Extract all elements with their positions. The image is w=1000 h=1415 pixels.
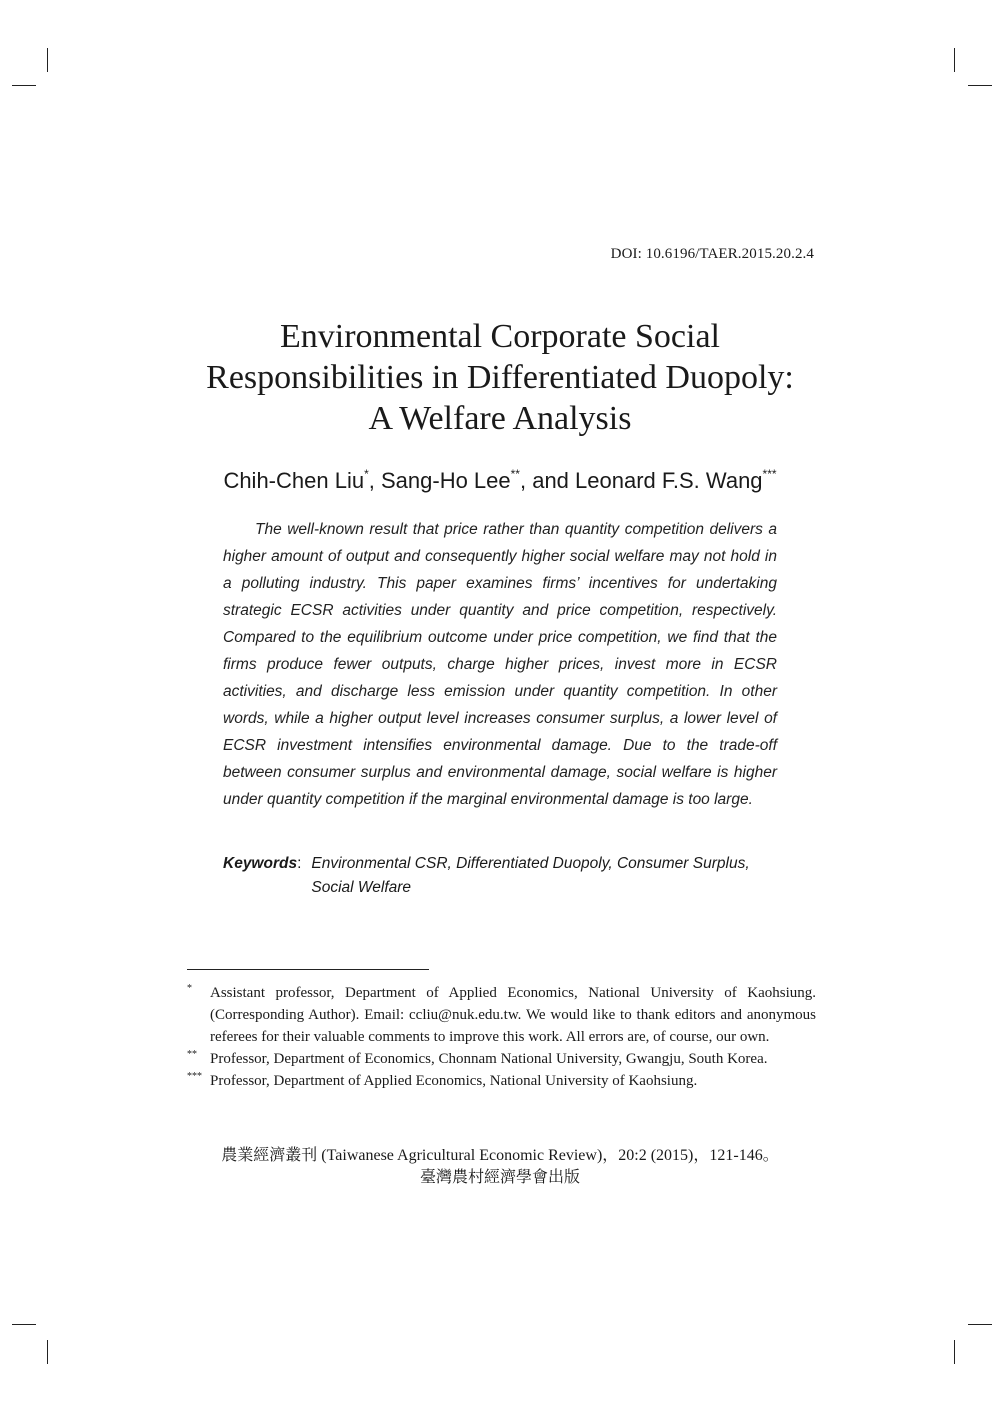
footnote bbox=[187, 1070, 816, 1092]
author-list bbox=[150, 468, 850, 494]
crop-mark-bottom-left-vertical bbox=[47, 1340, 48, 1364]
keywords-separator: : bbox=[297, 855, 302, 872]
author-footnote-mark: * bbox=[364, 466, 369, 481]
footnote-rule bbox=[187, 969, 429, 970]
author-name: Chih-Chen Liu bbox=[223, 468, 365, 493]
crop-mark-bottom-right-horizontal bbox=[968, 1324, 992, 1325]
crop-mark-bottom-left-horizontal bbox=[12, 1324, 36, 1325]
keywords-list: Environmental CSR, Differentiated Duopoly, Consumer Surplus, Social Welfare bbox=[311, 855, 750, 896]
crop-mark-bottom-right-vertical bbox=[954, 1340, 955, 1364]
keywords-label-group bbox=[223, 852, 301, 900]
crop-mark-top-left-horizontal bbox=[12, 85, 36, 86]
footnote-mark: ** bbox=[187, 1049, 197, 1060]
author-footnote-mark: *** bbox=[762, 466, 777, 481]
footnote-text: Professor, Department of Economics, Chonnam National University, Gwangju, South Korea. bbox=[210, 1051, 768, 1067]
paper-title bbox=[150, 316, 850, 439]
doi: DOI: 10.6196/TAER.2015.20.2.4 bbox=[610, 246, 814, 262]
footnote-text: Assistant professor, Department of Applied Economics, National University of Kaohsiung. (Corresponding Author). Email: ccliu@nuk.edu.tw. We would like to thank editors and anonymous referees for their valuable comments to improve this work. All errors are, of course, our own. bbox=[210, 985, 816, 1045]
crop-mark-top-left-vertical bbox=[47, 48, 48, 72]
crop-mark-top-right-horizontal bbox=[968, 85, 992, 86]
author-name: Leonard F.S. Wang bbox=[575, 468, 763, 493]
keywords-label: Keywords bbox=[223, 855, 298, 872]
author-name: Sang-Ho Lee bbox=[380, 468, 511, 493]
keywords bbox=[223, 852, 783, 900]
author-separator: , bbox=[368, 468, 381, 493]
title-line-2: Responsibilities in Differentiated Duopoly: bbox=[206, 359, 794, 396]
abstract: The well-known result that price rather than quantity competition delivers a higher amount of output and consequently higher social welfare may not hold in a polluting industry. This paper examines firms’ incentives for undertaking strategic ECSR activities under quantity and price competition, respectively. Compared to the equilibrium outcome under price competition, we find that the firms produce fewer outputs, charge higher prices, invest more in ECSR activities, and discharge less emission under quantity competition. In other words, while a higher output level increases consumer surplus, a lower level of ECSR investment intensifies environmental damage. Due to the trade-off between consumer surplus and environmental damage, social welfare is higher under quantity competition if the marginal environmental damage is too large. bbox=[223, 521, 777, 808]
title-line-1: Environmental Corporate Social bbox=[280, 318, 720, 355]
footnote bbox=[187, 1048, 816, 1070]
journal-publisher: 臺灣農村經濟學會出版 bbox=[419, 1169, 580, 1186]
author-separator: , and bbox=[519, 468, 576, 493]
footnote bbox=[187, 982, 816, 1048]
journal-citation bbox=[100, 1145, 900, 1189]
title-line-3: A Welfare Analysis bbox=[368, 400, 632, 437]
journal-line-1: 農業經濟叢刊 (Taiwanese Agricultural Economic Review)，20:2 (2015)，121-146。 bbox=[221, 1147, 779, 1164]
footnote-mark: *** bbox=[187, 1071, 202, 1082]
author-footnote-mark: ** bbox=[510, 466, 520, 481]
footnote-text: Professor, Department of Applied Economics, National University of Kaohsiung. bbox=[210, 1073, 698, 1089]
footnote-mark: * bbox=[187, 983, 192, 994]
footnotes bbox=[187, 982, 816, 1092]
crop-mark-top-right-vertical bbox=[954, 48, 955, 72]
